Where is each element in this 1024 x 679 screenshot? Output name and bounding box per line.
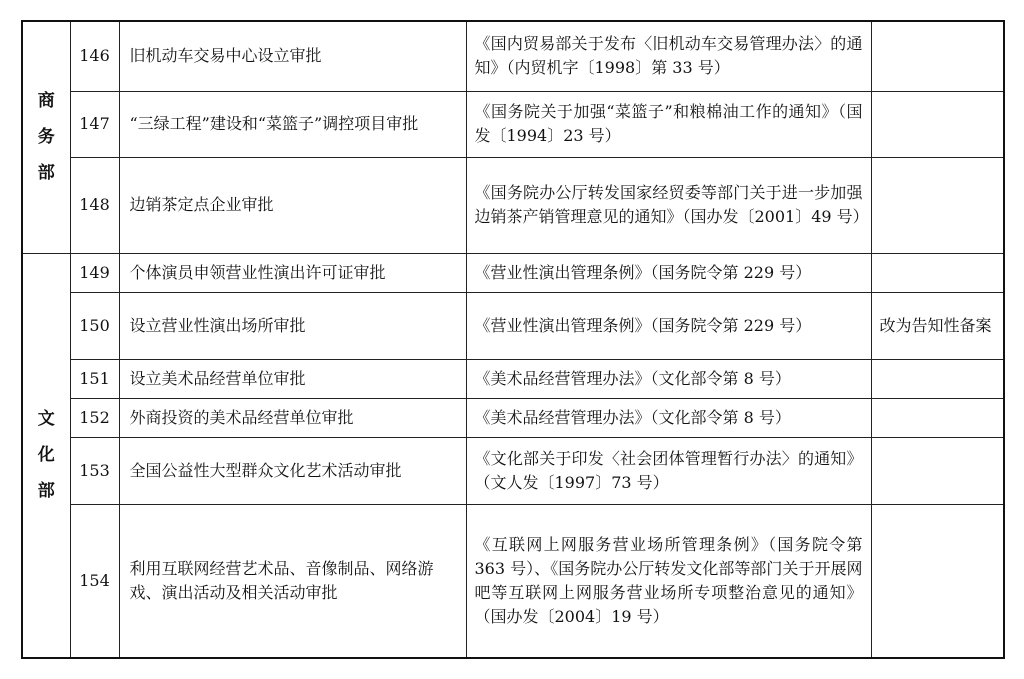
table-row [22, 359, 1004, 398]
item-number: 152 [70, 398, 119, 437]
legal-basis: 《国务院办公厅转发国家经贸委等部门关于进一步加强边销茶产销管理意见的通知》（国办发〔2001〕49 号） [466, 157, 871, 253]
item-number: 148 [70, 157, 119, 253]
legal-basis: 《营业性演出管理条例》（国务院令第 229 号） [466, 292, 871, 359]
item-name: 个体演员申领营业性演出许可证审批 [119, 253, 466, 292]
item-number: 149 [70, 253, 119, 292]
handling-note [871, 437, 1004, 504]
item-name: 设立美术品经营单位审批 [119, 359, 466, 398]
item-number: 147 [70, 91, 119, 157]
department-cell-commerce [22, 21, 70, 253]
handling-note [871, 91, 1004, 157]
handling-note [871, 359, 1004, 398]
item-name: 外商投资的美术品经营单位审批 [119, 398, 466, 437]
table-row [22, 504, 1004, 658]
table-row [22, 437, 1004, 504]
approval-items-table [21, 20, 1005, 659]
handling-note [871, 398, 1004, 437]
table-row [22, 292, 1004, 359]
item-name: “三绿工程”建设和“菜篮子”调控项目审批 [119, 91, 466, 157]
item-name: 旧机动车交易中心设立审批 [119, 21, 466, 91]
department-name: 商 务 部 [37, 91, 55, 184]
item-number: 153 [70, 437, 119, 504]
legal-basis: 《营业性演出管理条例》（国务院令第 229 号） [466, 253, 871, 292]
item-name: 边销茶定点企业审批 [119, 157, 466, 253]
department-cell-culture [22, 253, 70, 658]
table-row [22, 21, 1004, 91]
item-name: 全国公益性大型群众文化艺术活动审批 [119, 437, 466, 504]
table-row [22, 91, 1004, 157]
item-number: 146 [70, 21, 119, 91]
handling-note: 改为告知性备案 [871, 292, 1004, 359]
handling-note [871, 21, 1004, 91]
handling-note [871, 253, 1004, 292]
item-name: 利用互联网经营艺术品、音像制品、网络游戏、演出活动及相关活动审批 [119, 504, 466, 658]
table-row [22, 398, 1004, 437]
handling-note [871, 504, 1004, 658]
legal-basis: 《国内贸易部关于发布〈旧机动车交易管理办法〉的通知》（内贸机字〔1998〕第 33 号） [466, 21, 871, 91]
item-name: 设立营业性演出场所审批 [119, 292, 466, 359]
legal-basis: 《美术品经营管理办法》（文化部令第 8 号） [466, 398, 871, 437]
item-number: 154 [70, 504, 119, 658]
legal-basis: 《美术品经营管理办法》（文化部令第 8 号） [466, 359, 871, 398]
legal-basis: 《互联网上网服务营业场所管理条例》（国务院令第 363 号）、《国务院办公厅转发文化部等部门关于开展网吧等互联网上网服务营业场所专项整治意见的通知》（国办发〔2004〕19 号） [466, 504, 871, 658]
handling-note [871, 157, 1004, 253]
legal-basis: 《国务院关于加强“菜篮子”和粮棉油工作的通知》（国发〔1994〕23 号） [466, 91, 871, 157]
legal-basis: 《文化部关于印发〈社会团体管理暂行办法〉的通知》（文人发〔1997〕73 号） [466, 437, 871, 504]
item-number: 151 [70, 359, 119, 398]
table-row [22, 157, 1004, 253]
item-number: 150 [70, 292, 119, 359]
department-name: 文 化 部 [37, 409, 55, 502]
table-row [22, 253, 1004, 292]
